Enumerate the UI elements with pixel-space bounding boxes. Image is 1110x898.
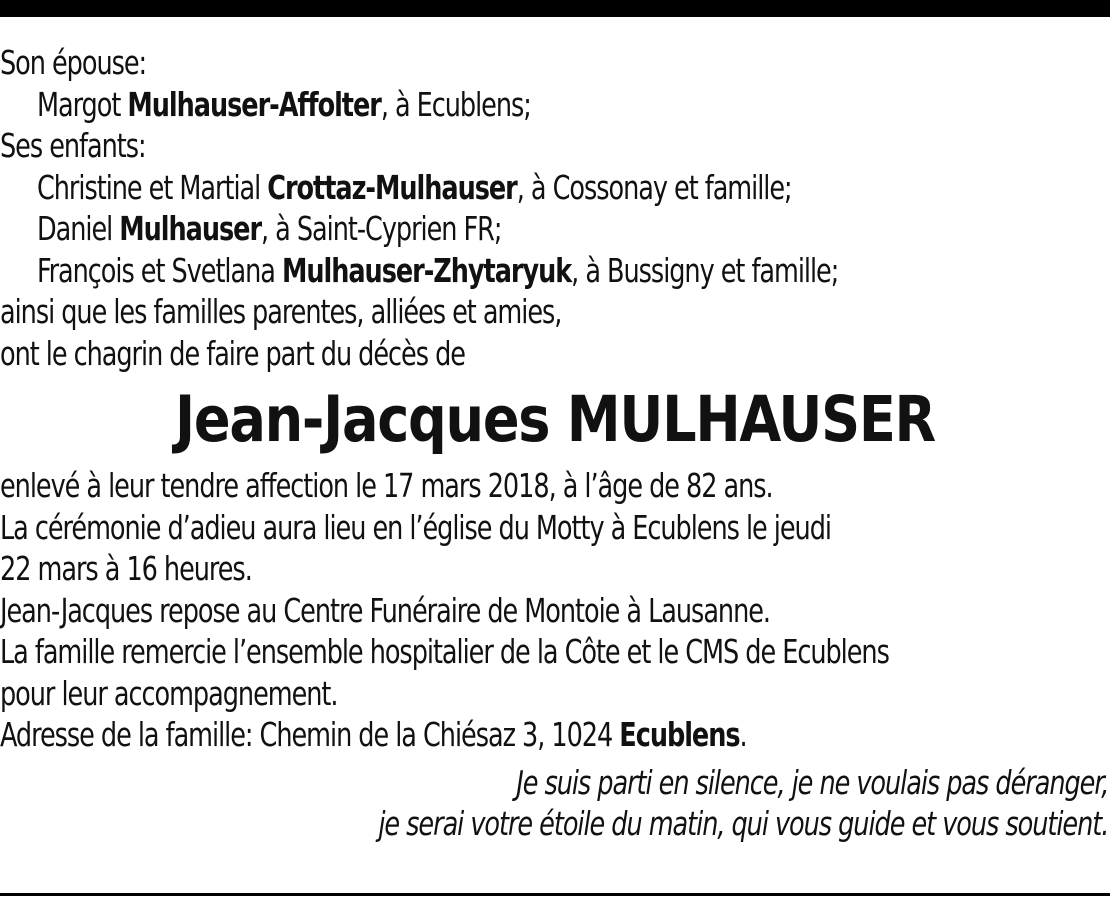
spouse-surname: Mulhauser-Affolter xyxy=(127,84,381,124)
top-border-rule xyxy=(0,0,1110,17)
obituary-notice xyxy=(0,42,1110,845)
quote-line: Je suis parti en silence, je ne voulais pas déranger, xyxy=(516,762,1109,802)
children-heading: Ses enfants: xyxy=(0,126,146,165)
relatives-line: ainsi que les familles parentes, alliées et amies, xyxy=(0,292,562,331)
child-line xyxy=(0,167,955,209)
child-place: , à Bussigny et famille; xyxy=(571,250,839,290)
child-place: , à Saint-Cyprien FR; xyxy=(261,209,502,248)
child-place: , à Cossonay et famille; xyxy=(516,167,792,207)
child-first-names: Daniel xyxy=(36,209,120,248)
address-prefix: Adresse de la famille: Chemin de la Chiésaz 3, 1024 xyxy=(0,715,620,754)
detail-line: La famille remercie l’ensemble hospitalier de la Côte et le CMS de Ecublens xyxy=(0,632,889,671)
address-line xyxy=(0,714,955,756)
announcement-line: ont le chagrin de faire part du décès de xyxy=(0,333,465,373)
child-line xyxy=(0,250,955,292)
detail-line: pour leur accompagnement. xyxy=(0,673,338,713)
child-first-names: François et Svetlana xyxy=(36,250,282,290)
child-first-names: Christine et Martial xyxy=(36,167,268,207)
spouse-place: , à Ecublens; xyxy=(380,84,531,124)
detail-line: enlevé à leur tendre affection le 17 mars 2018, à l’âge de 82 ans. xyxy=(0,466,773,505)
detail-line: Jean-Jacques repose au Centre Funéraire de Montoie à Lausanne. xyxy=(0,590,771,630)
child-line xyxy=(0,208,955,250)
detail-line: La cérémonie d’adieu aura lieu en l’église du Motty à Ecublens le jeudi xyxy=(0,507,831,547)
spouse-first-name: Margot xyxy=(36,84,128,124)
address-suffix: . xyxy=(739,715,747,754)
address-city: Ecublens xyxy=(619,715,740,754)
spouse-line xyxy=(0,84,955,126)
child-surname: Mulhauser xyxy=(119,209,262,248)
spouse-heading: Son épouse: xyxy=(0,43,147,82)
child-surname: Crottaz-Mulhauser xyxy=(267,167,517,207)
child-surname: Mulhauser-Zhytaryuk xyxy=(281,250,572,290)
details-block xyxy=(0,465,1110,756)
bottom-border-rule xyxy=(0,893,1110,896)
deceased-name: Jean-Jacques MULHAUSER xyxy=(175,383,935,456)
closing-quote xyxy=(0,762,1110,845)
detail-line: 22 mars à 16 heures. xyxy=(0,549,252,588)
quote-line: je serai votre étoile du matin, qui vous guide et vous soutient. xyxy=(378,804,1109,843)
